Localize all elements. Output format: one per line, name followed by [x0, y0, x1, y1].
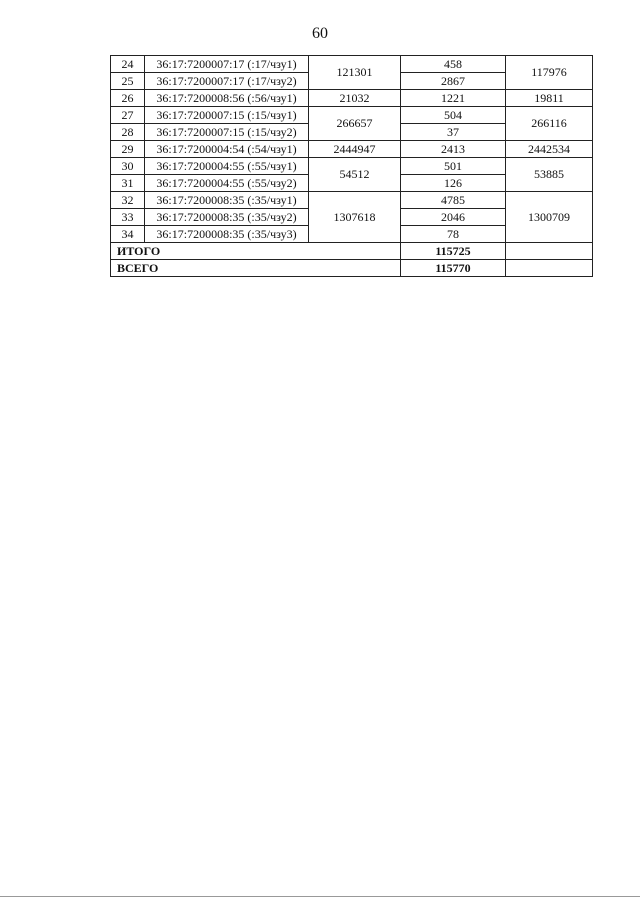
parcels-table: [110, 55, 593, 277]
part-area: 458: [401, 56, 506, 73]
row-number: 24: [111, 56, 145, 73]
remaining-area: 117976: [506, 56, 593, 90]
row-number: 29: [111, 141, 145, 158]
row-number: 33: [111, 209, 145, 226]
part-area: 78: [401, 226, 506, 243]
cadastral-number: 36:17:7200008:35 (:35/чзу1): [145, 192, 309, 209]
remaining-area: 53885: [506, 158, 593, 192]
row-number: 25: [111, 73, 145, 90]
cadastral-number: 36:17:7200007:15 (:15/чзу1): [145, 107, 309, 124]
itogo-row: [111, 243, 593, 260]
itogo-value: 115725: [401, 243, 506, 260]
cadastral-number: 36:17:7200004:55 (:55/чзу2): [145, 175, 309, 192]
cadastral-number: 36:17:7200004:54 (:54/чзу1): [145, 141, 309, 158]
remaining-area: 1300709: [506, 192, 593, 243]
table-row: [111, 141, 593, 158]
parcel-area: 1307618: [309, 192, 401, 243]
vsego-row: [111, 260, 593, 277]
page-number: 60: [312, 25, 328, 42]
row-number: 27: [111, 107, 145, 124]
remaining-area: 2442534: [506, 141, 593, 158]
parcel-area: 266657: [309, 107, 401, 141]
remaining-area: 266116: [506, 107, 593, 141]
page-bottom-divider: [0, 896, 640, 897]
part-area: 2046: [401, 209, 506, 226]
vsego-label: ВСЕГО: [111, 260, 401, 277]
row-number: 32: [111, 192, 145, 209]
table-row: [111, 158, 593, 175]
row-number: 30: [111, 158, 145, 175]
cadastral-number: 36:17:7200004:55 (:55/чзу1): [145, 158, 309, 175]
itogo-label: ИТОГО: [111, 243, 401, 260]
part-area: 1221: [401, 90, 506, 107]
part-area: 4785: [401, 192, 506, 209]
cadastral-number: 36:17:7200007:17 (:17/чзу2): [145, 73, 309, 90]
table-row: [111, 56, 593, 73]
itogo-empty-cell: [506, 243, 593, 260]
part-area: 37: [401, 124, 506, 141]
table-row: [111, 90, 593, 107]
cadastral-number: 36:17:7200008:56 (:56/чзу1): [145, 90, 309, 107]
part-area: 2413: [401, 141, 506, 158]
vsego-value: 115770: [401, 260, 506, 277]
parcel-area: 121301: [309, 56, 401, 90]
table-row: [111, 192, 593, 209]
cadastral-number: 36:17:7200007:17 (:17/чзу1): [145, 56, 309, 73]
vsego-empty-cell: [506, 260, 593, 277]
row-number: 31: [111, 175, 145, 192]
table-row: [111, 107, 593, 124]
row-number: 34: [111, 226, 145, 243]
cadastral-number: 36:17:7200008:35 (:35/чзу2): [145, 209, 309, 226]
cadastral-number: 36:17:7200007:15 (:15/чзу2): [145, 124, 309, 141]
part-area: 126: [401, 175, 506, 192]
remaining-area: 19811: [506, 90, 593, 107]
cadastral-number: 36:17:7200008:35 (:35/чзу3): [145, 226, 309, 243]
row-number: 26: [111, 90, 145, 107]
part-area: 501: [401, 158, 506, 175]
parcel-area: 2444947: [309, 141, 401, 158]
part-area: 2867: [401, 73, 506, 90]
row-number: 28: [111, 124, 145, 141]
part-area: 504: [401, 107, 506, 124]
parcel-area: 54512: [309, 158, 401, 192]
parcel-area: 21032: [309, 90, 401, 107]
